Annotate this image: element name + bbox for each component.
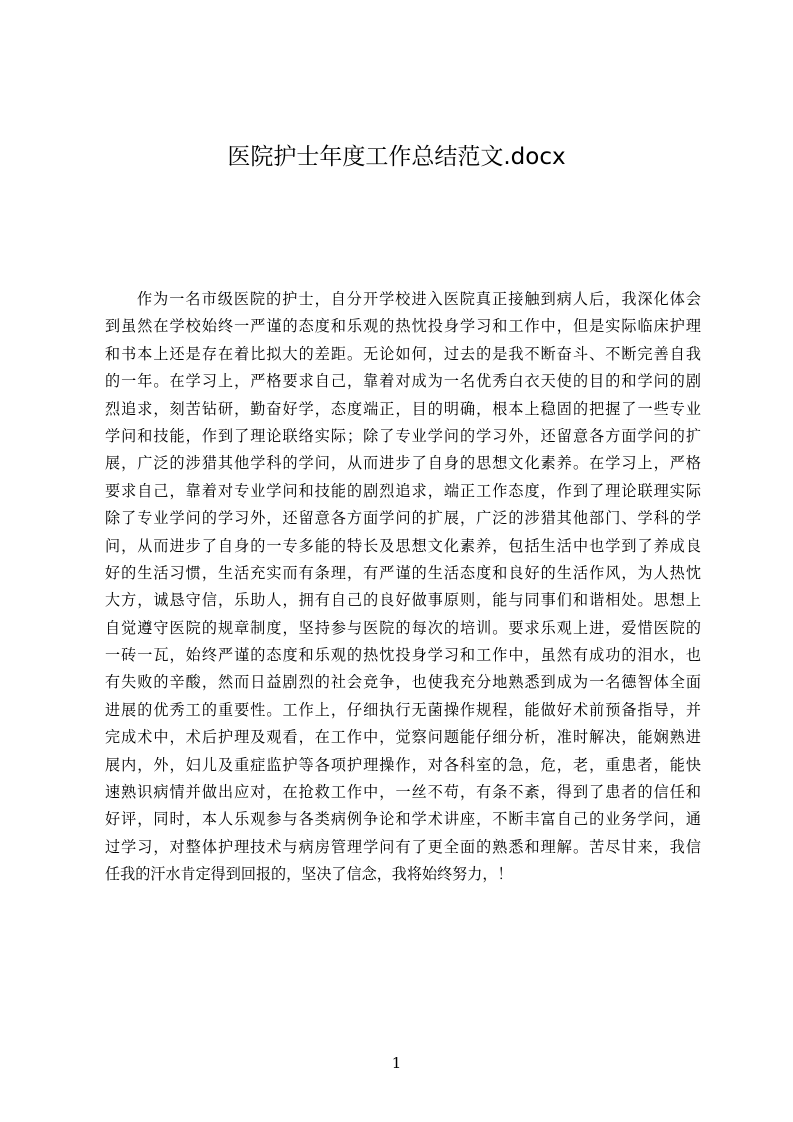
body-paragraph [105,286,701,889]
page-number: 1 [391,1054,402,1072]
paragraph-line: 除了专业学问的学习外，还留意各方面学问的扩展，广泛的涉猎其他部门、学科的学 [105,509,701,528]
paragraph-line: 任我的汗水肯定得到回报的，坚决了信念，我将始终努力，！ [105,865,513,884]
document-title: 医院护士年度工作总结范文.docx [227,144,566,170]
paragraph-line: 和书本上还是存在着比拟大的差距。无论如何，过去的是我不断奋斗、不断完善自我 [105,344,701,363]
paragraph-line: 好的生活习惯，生活充实而有条理，有严谨的生活态度和良好的生活作风，为人热忱 [105,563,701,582]
paragraph-line: 自觉遵守医院的规章制度，坚持参与医院的每次的培训。要求乐观上进，爱惜医院的 [105,618,701,637]
paragraph-line: 一砖一瓦，始终严谨的态度和乐观的热忱投身学习和工作中，虽然有成功的泪水，也 [105,646,701,665]
paragraph-line: 要求自己，靠着对专业学问和技能的剧烈追求，端正工作态度，作到了理论联理实际 [105,481,701,500]
paragraph-line: 展内，外，妇儿及重症监护等各项护理操作，对各科室的急，危，老，重患者，能快 [105,755,701,774]
paragraph-line: 进展的优秀工的重要性。工作上，仔细执行无菌操作规程，能做好术前预备指导，并 [105,700,701,719]
paragraph-line: 展，广泛的涉猎其他学科的学问，从而进步了自身的思想文化素养。在学习上，严格 [105,454,701,473]
paragraph-line: 完成术中，术后护理及观看，在工作中，觉察问题能仔细分析，准时解决，能娴熟进 [105,728,701,747]
paragraph-line: 作为一名市级医院的护士，自分开学校进入医院真正接触到病人后，我深化体会 [137,290,701,308]
paragraph-line: 大方，诚恳守信，乐助人，拥有自己的良好做事原则，能与同事们和谐相处。思想上 [105,591,701,610]
paragraph-line: 问，从而进步了自身的一专多能的特长及思想文化素养，包括生活中也学到了养成良 [105,536,701,555]
paragraph-line: 速熟识病情并做出应对，在抢救工作中，一丝不苟，有条不紊，得到了患者的信任和 [105,783,701,802]
paragraph-line: 好评，同时，本人乐观参与各类病例争论和学术讲座，不断丰富自己的业务学问，通 [105,810,701,829]
paragraph-line: 烈追求，刻苦钻研，勤奋好学，态度端正，目的明确，根本上稳固的把握了一些专业 [105,399,701,418]
paragraph-line: 学问和技能，作到了理论联络实际；除了专业学问的学习外，还留意各方面学问的扩 [105,426,701,445]
paragraph-line: 的一年。在学习上，严格要求自己，靠着对成为一名优秀白衣天使的目的和学问的剧 [105,372,701,391]
paragraph-line: 有失败的辛酸，然而日益剧烈的社会竞争，也使我充分地熟悉到成为一名德智体全面 [105,673,701,692]
paragraph-line: 过学习，对整体护理技术与病房管理学问有了更全面的熟悉和理解。苦尽甘来，我信 [105,837,701,856]
paragraph-line: 到虽然在学校始终一严谨的态度和乐观的热忱投身学习和工作中，但是实际临床护理 [105,317,701,336]
